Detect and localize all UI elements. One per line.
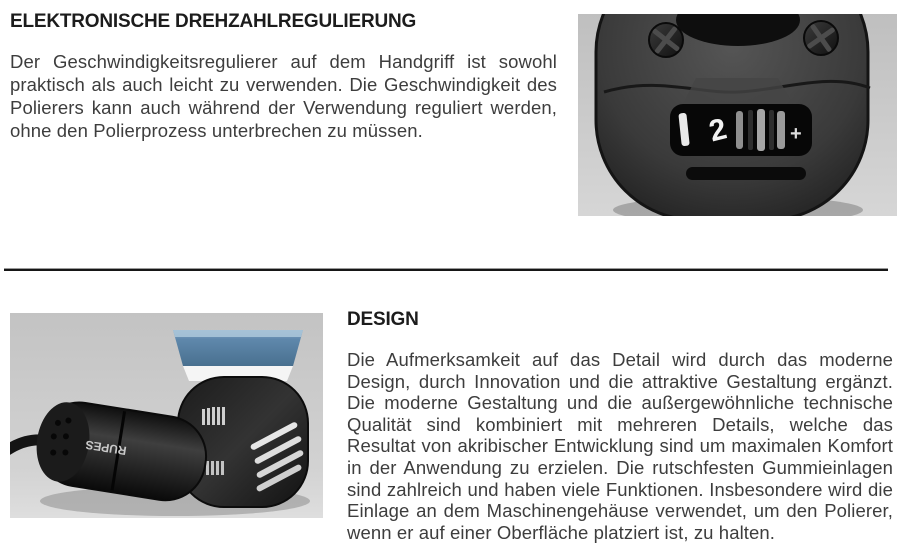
screw-left-icon xyxy=(649,23,683,57)
design-heading: DESIGN xyxy=(347,309,419,330)
dial-hump xyxy=(682,78,794,106)
speed-dial-photo xyxy=(578,14,897,216)
polisher-product-photo xyxy=(10,313,323,518)
brand-label: RUPES xyxy=(84,437,128,458)
speed-dial-illustration xyxy=(578,14,897,216)
speed-regulation-heading: ELEKTRONISCHE DREHZAHLREGULIERUNG xyxy=(10,11,417,32)
section-divider xyxy=(4,268,888,271)
speed-regulation-paragraph: Der Geschwindigkeitsregulierer auf dem Handgriff ist sowohl praktisch als auch leicht zu verwenden. Die Geschwindigkeit des Polierers kann auch während der Verwendung reguliert werden, ohne den Polierprozess unterbrechen zu müssen. xyxy=(10,51,557,141)
speed-dial-value[interactable]: 2 xyxy=(705,112,731,149)
screw-right-icon xyxy=(804,21,838,55)
housing-slot xyxy=(686,167,806,180)
polisher-illustration xyxy=(10,313,323,518)
design-paragraph: Die Aufmerksamkeit auf das Detail wird durch das moderne Design, durch Innovation und die attraktive Gestaltung ergänzt. Die moderne Gestaltung und die außergewöhnliche technische Qualität sind kombiniert mit mehreren Details, welche das Resultat von akribischer Entwicklung sind um maximalen Komfort in der Anwendung zu erzielen. Die rutschfesten Gummieinlagen sind zahlreich und haben viele Funktionen. Insbesondere wird die Einlage an dem Maschinengehäuse verwendet, um den Polierer, wenn er auf einer Oberfläche platziert ist, zu halten. xyxy=(347,349,893,543)
dial-plus-label: + xyxy=(790,123,802,145)
polishing-pad xyxy=(173,330,303,381)
